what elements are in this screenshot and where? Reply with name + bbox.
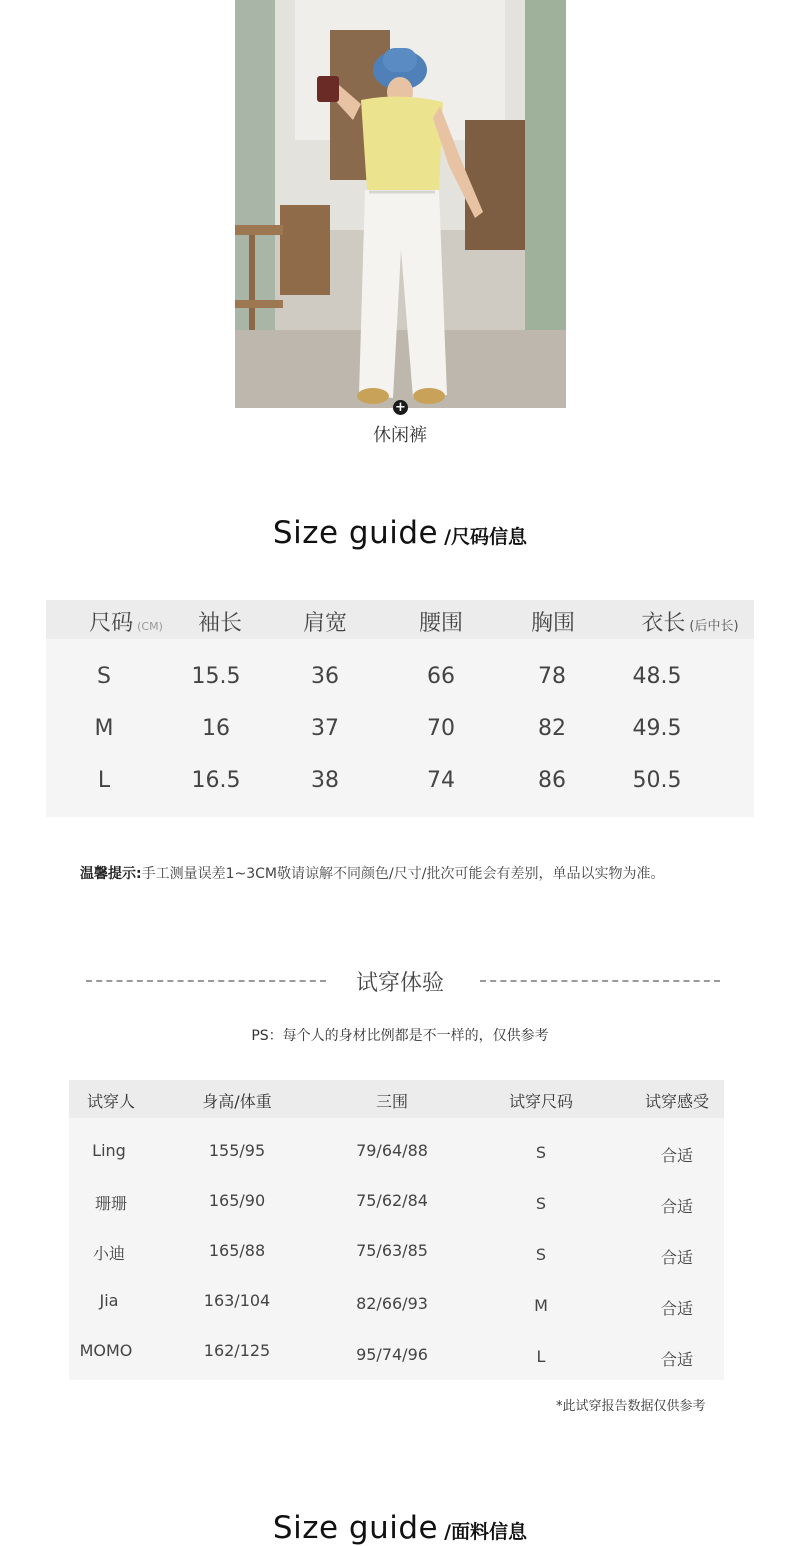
header-person: 试穿人 [86, 1092, 136, 1111]
size-cell: S [97, 664, 111, 689]
shoulder-cell: 36 [311, 664, 339, 689]
product-photo [235, 0, 566, 408]
feel-cell: 合适 [660, 1248, 694, 1267]
length-cell: 48.5 [632, 664, 682, 689]
height-weight-cell: 163/104 [203, 1291, 271, 1310]
length-cell: 49.5 [632, 716, 682, 741]
person-cell: Ling [92, 1141, 126, 1160]
header-feel: 试穿感受 [644, 1092, 710, 1111]
feel-cell: 合适 [660, 1350, 694, 1369]
photo-caption: 休闲裤 [373, 425, 427, 446]
try-on-table [69, 1080, 724, 1380]
person-cell: 小迪 [92, 1244, 126, 1263]
fabric-title-en: Size guide [272, 1510, 439, 1546]
plus-icon[interactable]: + [393, 400, 408, 415]
size-cell: M [534, 1296, 548, 1315]
waist-cell: 74 [427, 768, 455, 793]
chest-cell: 78 [538, 664, 566, 689]
measures-cell: 79/64/88 [356, 1141, 428, 1160]
chest-cell: 86 [538, 768, 566, 793]
size-table-header [46, 600, 754, 639]
header-measures: 三围 [375, 1092, 409, 1111]
right-dash-divider [480, 980, 720, 982]
header-shoulder: 肩宽 [302, 611, 348, 636]
warm-tip [80, 863, 664, 883]
try-on-table-header [69, 1080, 724, 1118]
waist-cell: 70 [427, 716, 455, 741]
measures-cell: 75/63/85 [356, 1241, 428, 1260]
fabric-guide-title [0, 1510, 800, 1546]
measures-cell: 82/66/93 [356, 1294, 428, 1313]
size-cell: S [535, 1245, 547, 1264]
size-cell: L [97, 768, 111, 793]
shoulder-cell: 38 [311, 768, 339, 793]
try-on-heading [0, 964, 800, 996]
size-cell: M [94, 716, 114, 741]
length-cell: 50.5 [632, 768, 682, 793]
waist-cell: 66 [427, 664, 455, 689]
sleeve-cell: 16.5 [191, 768, 241, 793]
size-guide-title-en: Size guide [272, 515, 439, 551]
size-cell: S [535, 1143, 547, 1162]
height-weight-cell: 162/125 [203, 1341, 271, 1360]
header-size: 尺码 (CM) [89, 611, 163, 636]
sleeve-cell: 15.5 [191, 664, 241, 689]
size-cell: S [535, 1194, 547, 1213]
person-cell: 珊珊 [94, 1194, 128, 1213]
person-cell: MOMO [79, 1341, 133, 1360]
warm-tip-label: 温馨提示: [80, 866, 142, 882]
header-height-weight: 身高/体重 [202, 1092, 272, 1111]
size-guide-title [0, 515, 800, 551]
shoulder-cell: 37 [311, 716, 339, 741]
person-cell: Jia [99, 1291, 119, 1310]
header-sleeve: 袖长 [197, 611, 243, 636]
sleeve-cell: 16 [202, 716, 230, 741]
feel-cell: 合适 [660, 1146, 694, 1165]
header-length: 衣长 (后中长) [641, 611, 739, 636]
header-waist: 腰围 [418, 611, 464, 636]
ps-note: PS：每个人的身材比例都是不一样的，仅供参考 [251, 1028, 549, 1044]
header-length-note: (后中长) [689, 619, 739, 634]
size-guide-title-cn: /尺码信息 [444, 526, 528, 548]
warm-tip-text: 手工测量误差1~3CM敬请谅解不同颜色/尺寸/批次可能会有差别，单品以实物为准。 [141, 866, 665, 882]
measures-cell: 75/62/84 [356, 1191, 428, 1210]
header-chest: 胸围 [530, 611, 576, 636]
chest-cell: 82 [538, 716, 566, 741]
feel-cell: 合适 [660, 1197, 694, 1216]
header-size-unit: (CM) [137, 620, 163, 633]
feel-cell: 合适 [660, 1299, 694, 1318]
size-cell: L [536, 1347, 546, 1366]
try-on-title: 试穿体验 [355, 971, 444, 996]
fabric-title-cn: /面料信息 [444, 1521, 528, 1543]
measures-cell: 95/74/96 [356, 1345, 428, 1364]
try-on-disclaimer: *此试穿报告数据仅供参考 [556, 1399, 706, 1414]
height-weight-cell: 165/90 [208, 1191, 266, 1210]
size-table [46, 600, 754, 817]
header-try-size: 试穿尺码 [508, 1092, 574, 1111]
height-weight-cell: 165/88 [208, 1241, 266, 1260]
height-weight-cell: 155/95 [208, 1141, 266, 1160]
